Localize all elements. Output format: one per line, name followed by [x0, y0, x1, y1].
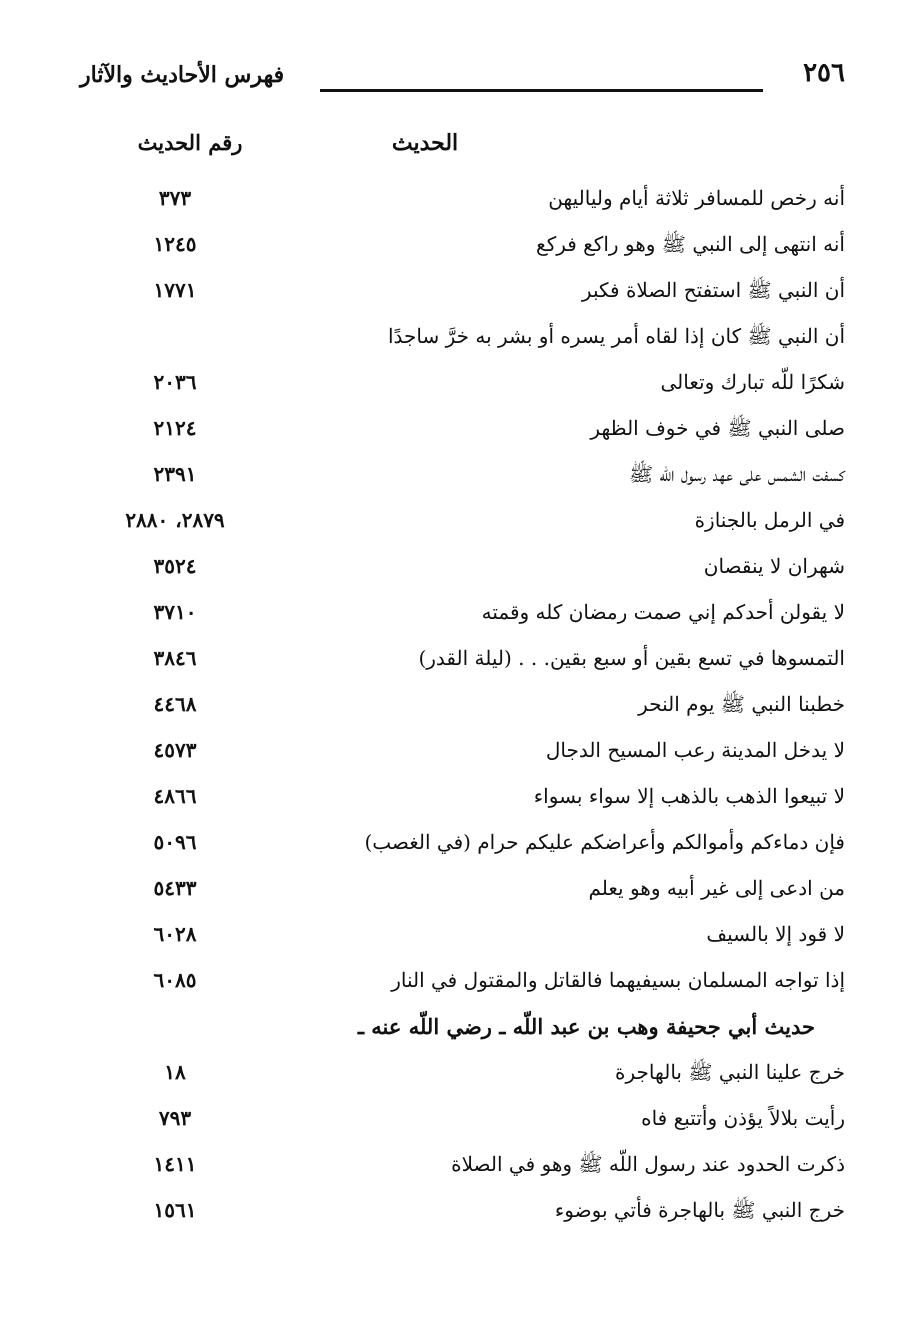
index-row — [90, 684, 845, 730]
hadith-text: كسفت الشمس على عهد رسول اللّه ﷺ — [629, 462, 845, 486]
hadith-number: ٤٤٦٨ — [153, 692, 197, 716]
hadith-number: ١٤١١ — [153, 1152, 197, 1176]
index-row — [90, 914, 845, 960]
hadith-text: صلى النبي ﷺ في خوف الظهر — [590, 416, 845, 440]
hadith-text: أنه رخص للمسافر ثلاثة أيام ولياليهن — [548, 186, 845, 210]
hadith-text: خرج النبي ﷺ بالهاجرة فأتي بوضوء — [554, 1198, 845, 1222]
index-row — [90, 224, 845, 270]
hadith-number: ٥٤٣٣ — [153, 876, 197, 900]
index-row — [90, 1052, 845, 1098]
hadith-text: أن النبي ﷺ استفتح الصلاة فكبر — [581, 278, 845, 302]
hadith-text: أنه انتهى إلى النبي ﷺ وهو راكع فركع — [536, 232, 845, 256]
index-row — [90, 408, 845, 454]
hadith-text: لا تبيعوا الذهب بالذهب إلا سواء بسواء — [533, 784, 845, 808]
index-row — [90, 592, 845, 638]
index-row — [90, 454, 845, 500]
hadith-text: فإن دماءكم وأموالكم وأعراضكم عليكم حرام (في الغصب) — [364, 830, 845, 854]
hadith-text: خطبنا النبي ﷺ يوم النحر — [638, 692, 845, 716]
header-rule — [320, 89, 763, 92]
index-row — [90, 868, 845, 914]
index-row — [90, 776, 845, 822]
index-row — [90, 362, 845, 408]
page-header — [80, 58, 845, 98]
hadith-text: أن النبي ﷺ كان إذا لقاه أمر يسره أو بشر به خرَّ ساجدًا — [387, 324, 845, 348]
hadith-number: ٣٥٢٤ — [153, 554, 197, 578]
hadith-number: ١٢٤٥ — [153, 232, 197, 256]
hadith-text: شكرًا للّه تبارك وتعالى — [660, 370, 845, 394]
index-row — [90, 1144, 845, 1190]
index-row — [90, 730, 845, 776]
hadith-number: ٣٨٤٦ — [153, 646, 197, 670]
section-heading-row — [90, 1006, 845, 1052]
hadith-number: ٦٠٢٨ — [153, 922, 197, 946]
hadith-number: ٣٧٣ — [158, 186, 192, 210]
running-title: فهرس الأحاديث والآثار — [80, 62, 285, 88]
index-row — [90, 270, 845, 316]
column-header-hadith: الحديث — [391, 130, 459, 156]
hadith-text: إذا تواجه المسلمان بسيفيهما فالقاتل والمقتول في النار — [391, 968, 845, 992]
index-row — [90, 316, 845, 362]
index-row — [90, 546, 845, 592]
hadith-text: ذكرت الحدود عند رسول اللّه ﷺ وهو في الصلاة — [451, 1152, 845, 1176]
hadith-number: ٧٩٣ — [158, 1106, 192, 1130]
hadith-number: ٤٨٦٦ — [153, 784, 197, 808]
index-row — [90, 178, 845, 224]
column-header-number: رقم الحديث — [137, 130, 243, 155]
hadith-number: ٣٧١٠ — [153, 600, 197, 624]
index-row — [90, 1098, 845, 1144]
hadith-number: ٥٠٩٦ — [153, 830, 197, 854]
hadith-number: ١٥٦١ — [153, 1198, 197, 1222]
hadith-text: التمسوها في تسع بقين أو سبع بقين. . . (ليلة القدر) — [418, 646, 845, 670]
hadith-number: ٢٨٧٩، ٢٨٨٠ — [125, 508, 225, 532]
hadith-number: ٢٣٩١ — [153, 462, 197, 486]
hadith-text: لا يدخل المدينة رعب المسيح الدجال — [545, 738, 845, 762]
hadith-text: لا يقولن أحدكم إني صمت رمضان كله وقمته — [481, 600, 845, 624]
index-row — [90, 500, 845, 546]
section-heading: حديث أبي جحيفة وهب بن عبد اللّه ـ رضي اللّه عنه ـ — [357, 1014, 815, 1039]
hadith-number: ١٧٧١ — [153, 278, 197, 302]
hadith-text: في الرمل بالجنازة — [694, 508, 845, 532]
index-row — [90, 822, 845, 868]
hadith-text: لا قود إلا بالسيف — [706, 922, 845, 946]
index-row — [90, 960, 845, 1006]
index-row — [90, 1190, 845, 1236]
index-row — [90, 638, 845, 684]
hadith-text: من ادعى إلى غير أبيه وهو يعلم — [588, 876, 845, 900]
hadith-number: ٢٠٣٦ — [153, 370, 197, 394]
hadith-number: ١٨ — [164, 1060, 186, 1084]
hadith-number: ٢١٢٤ — [153, 416, 197, 440]
hadith-text: خرج علينا النبي ﷺ بالهاجرة — [615, 1060, 845, 1084]
hadith-number: ٦٠٨٥ — [153, 968, 197, 992]
page-number: ٢٥٦ — [803, 58, 845, 88]
hadith-number: ٤٥٧٣ — [153, 738, 197, 762]
index-list — [90, 178, 845, 1236]
hadith-text: رأيت بلالاً يؤذن وأتتبع فاه — [641, 1106, 845, 1130]
hadith-text: شهران لا ينقصان — [703, 554, 845, 578]
